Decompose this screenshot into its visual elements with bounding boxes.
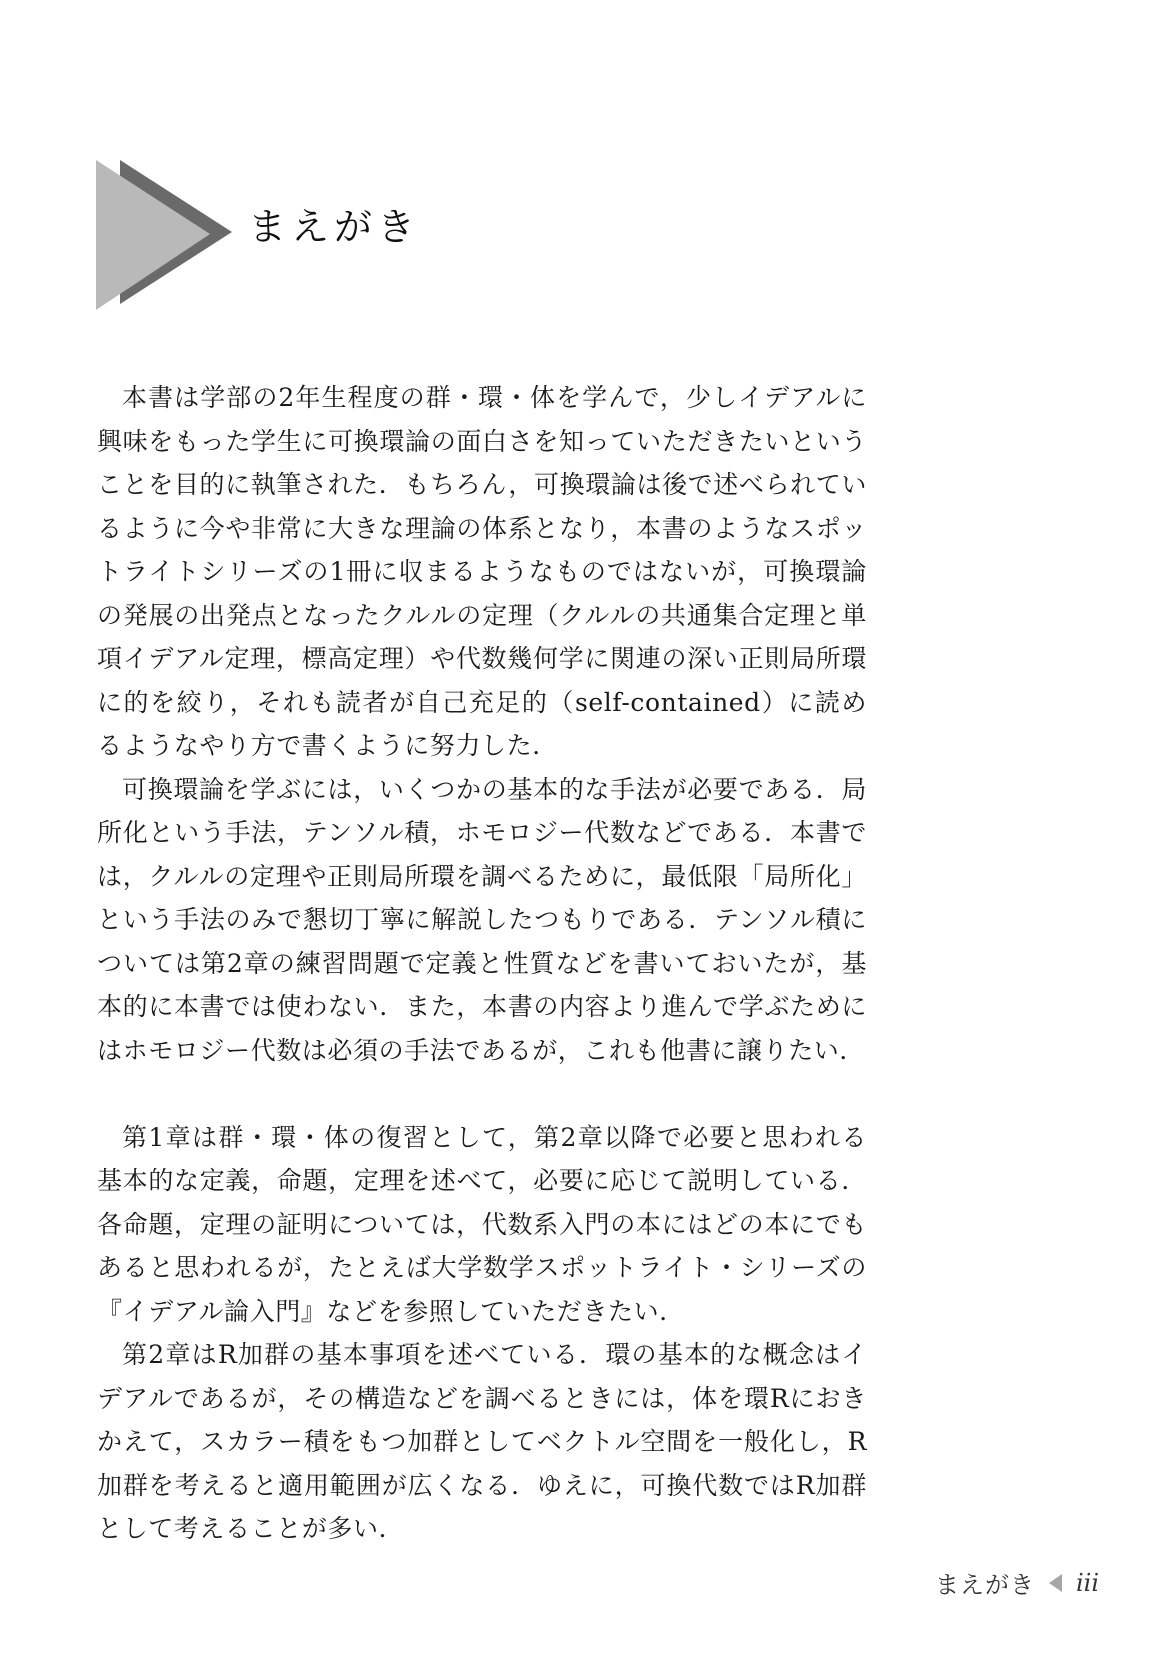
page-footer (935, 1565, 1099, 1600)
footer-section-title: まえがき (934, 1571, 1035, 1599)
preface-body (97, 376, 867, 1551)
paragraph-3: 第1章は群・環・体の復習として，第2章以降で必要と思われる基本的な定義，命題，定理を述べて，必要に応じて説明している．各命題，定理の証明については，代数系入門の本にはどの本にでもあると思われるが，たとえば大学数学スポットライト・シリーズの『イデアル論入門』などを参照していただきたい． (97, 1122, 867, 1326)
paragraph-1: 本書は学部の2年生程度の群・環・体を学んで，少しイデアルに興味をもった学生に可換環論の面白さを知っていただきたいということを目的に執筆された．もちろん，可換環論は後で述べられているように今や非常に大きな理論の体系となり，本書のようなスポットライトシリーズの1冊に収まるようなものではないが，可換環論の発展の出発点となったクルルの定理（クルルの共通集合定理と単項イデアル定理，標高定理）や代数幾何学に関連の深い正則局所環に的を絞り，それも読者が自己充足的（self-contained）に読めるようなやり方で書くように努力した． (97, 383, 867, 760)
paragraph-4: 第2章はR加群の基本事項を述べている．環の基本的な概念はイデアルであるが，その構造などを調べるときには，体を環Rにおきかえて，スカラー積をもつ加群としてベクトル空間を一般化し，R加群を考えると適用範囲が広くなる．ゆえに，可換代数ではR加群として考えることが多い． (97, 1340, 867, 1543)
paragraph-2: 可換環論を学ぶには，いくつかの基本的な手法が必要である．局所化という手法，テンソル積，ホモロジー代数などである．本書では，クルルの定理や正則局所環を調べるために，最低限「局所化」という手法のみで懇切丁寧に解説したつもりである．テンソル積については第2章の練習問題で定義と性質などを書いておいたが，基本的に本書では使わない．また，本書の内容より進んで学ぶためにはホモロジー代数は必須の手法であるが，これも他書に譲りたい． (97, 774, 867, 1065)
footer-arrow-icon (1049, 1574, 1062, 1592)
chapter-title-arrow-icon (96, 160, 256, 320)
page-number: iii (1075, 1568, 1099, 1597)
chapter-title: まえがき (248, 205, 421, 249)
